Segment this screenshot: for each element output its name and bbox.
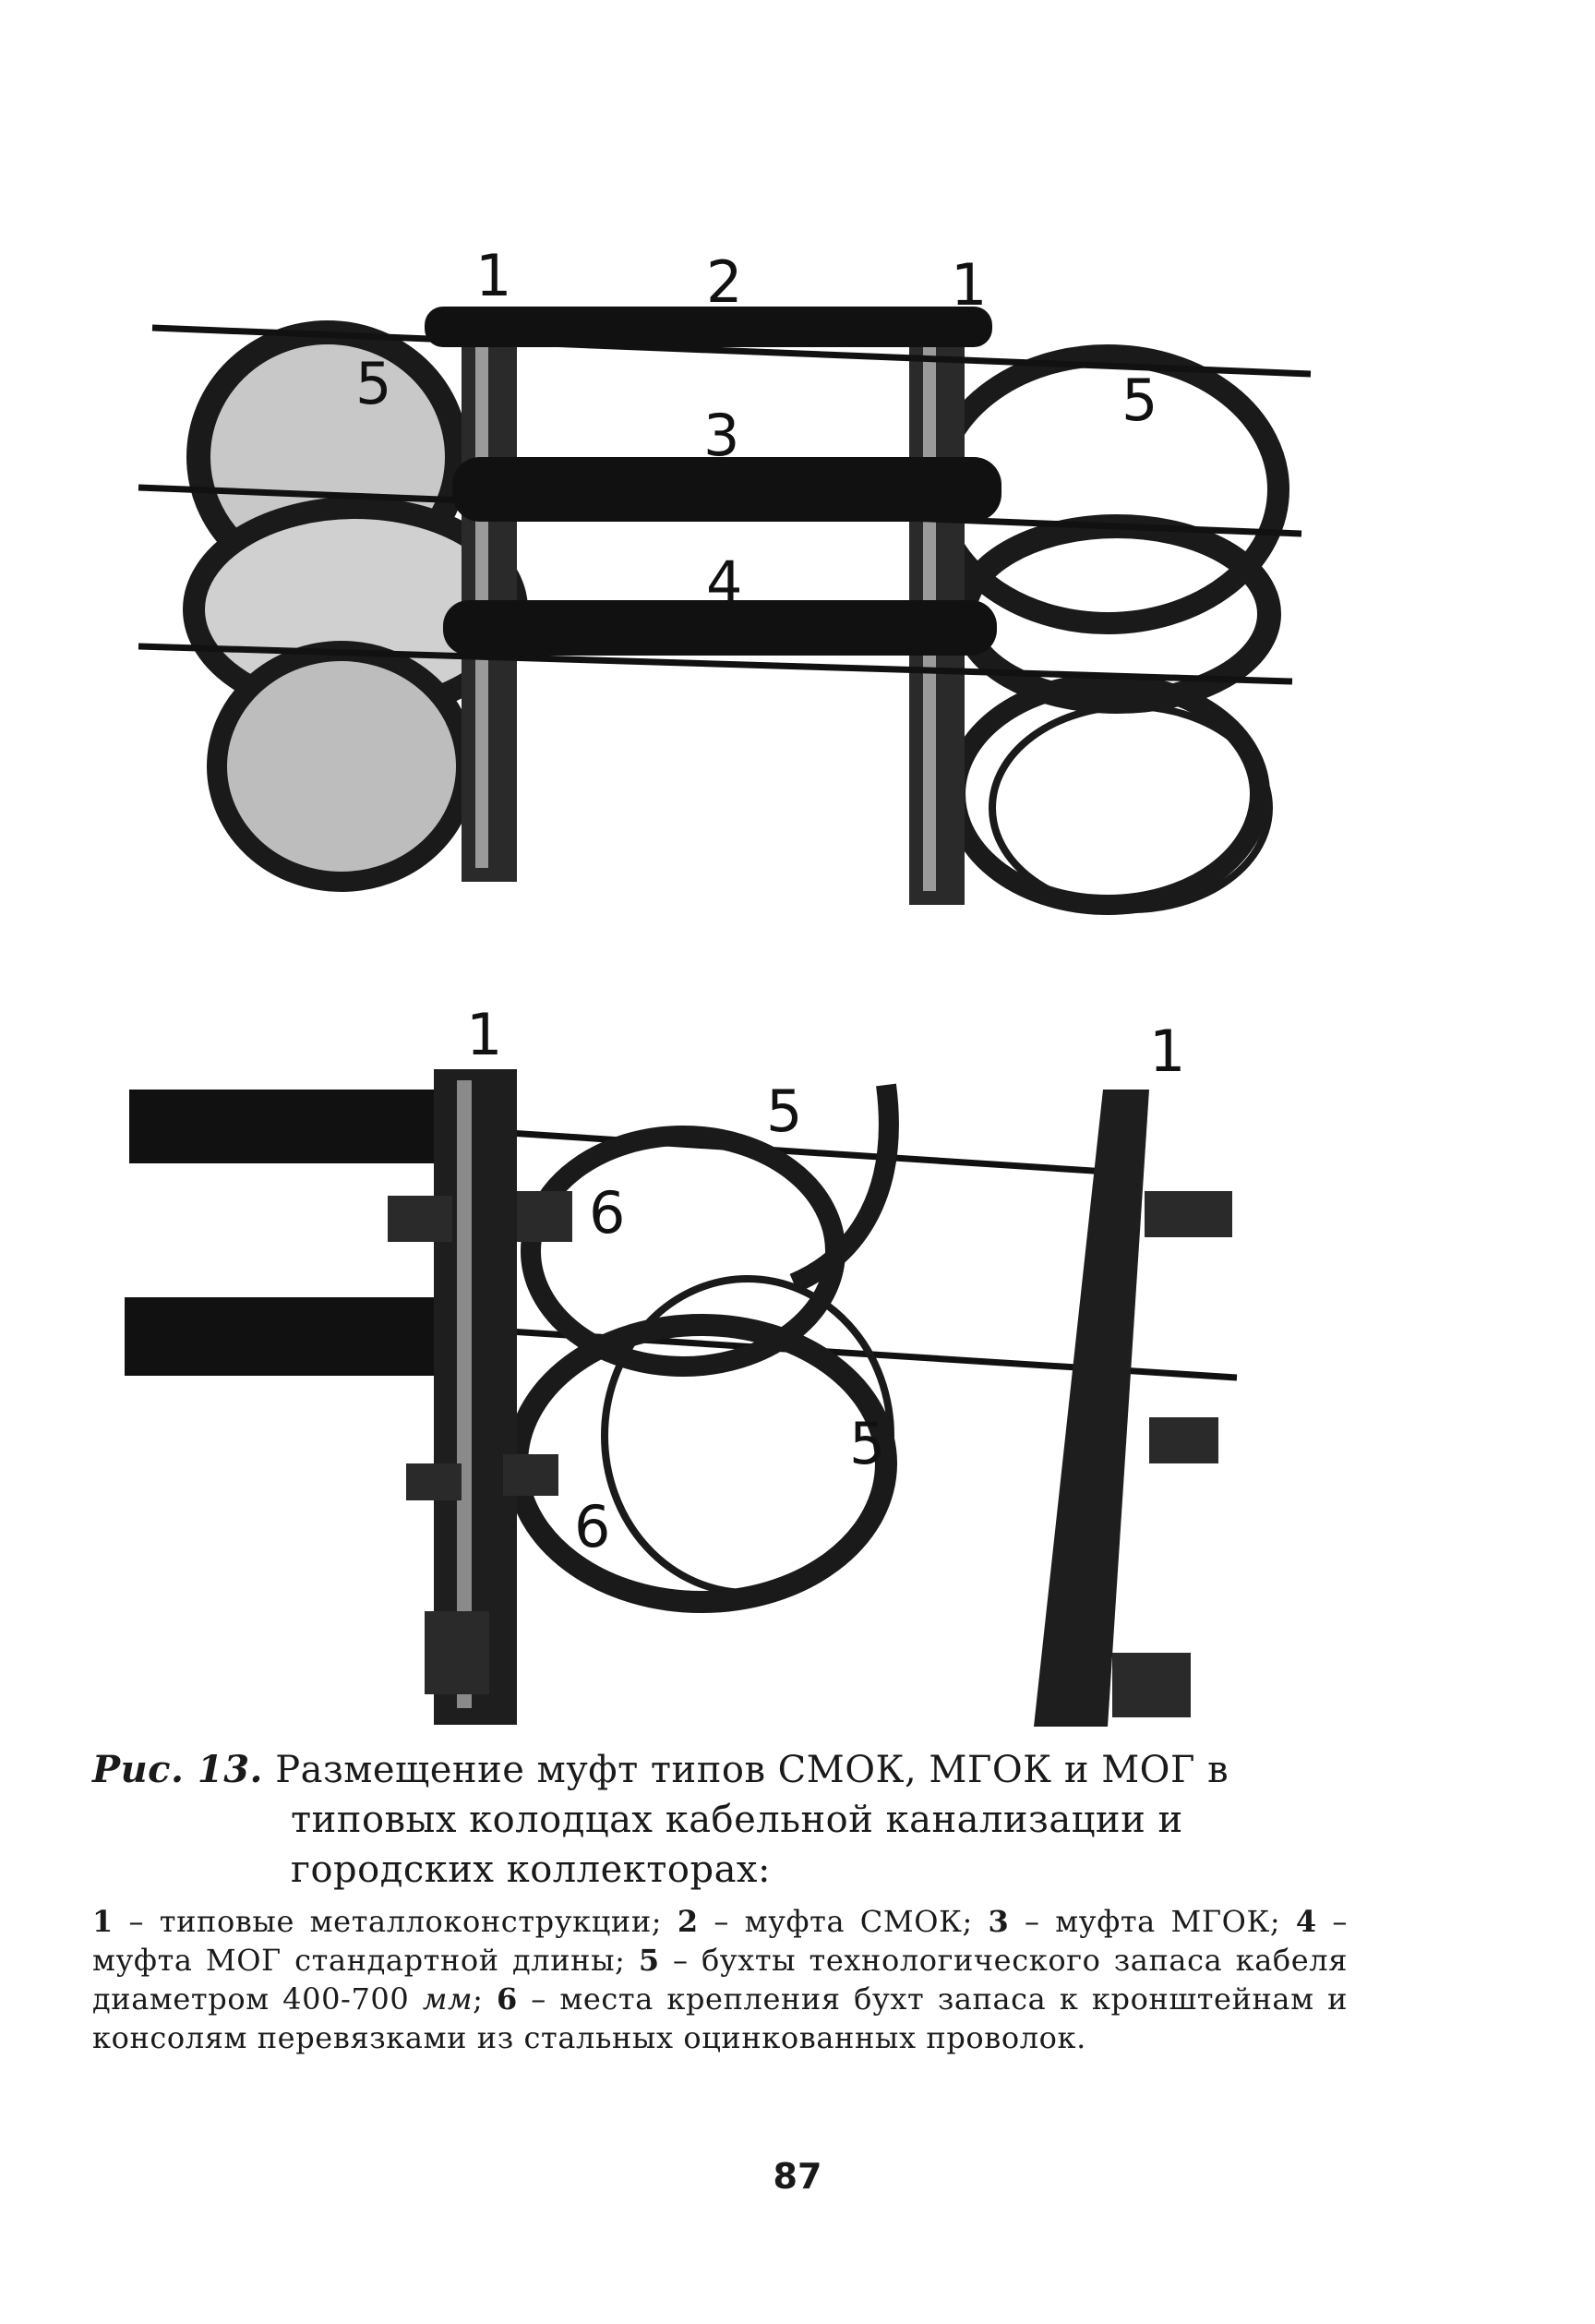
label-mgok: 3 (703, 402, 740, 469)
metal-structures-bottom (388, 1069, 1232, 1727)
legend-num-5: 5 (638, 1943, 660, 1978)
figure-top-photo (0, 0, 1595, 951)
legend-num-3: 3 (988, 1904, 1010, 1939)
legend-text-1: – типовые металлоконструкции; (113, 1904, 678, 1939)
figure-bottom-photo (0, 951, 1595, 1754)
legend-num-4: 4 (1295, 1904, 1317, 1939)
caption-legend: 1 – типовые металлоконструкции; 2 – муфта СМОК; 3 – муфта МГОК; 4 – муфта МОГ стандартной длины; 5 – бухты технологического запаса кабеля диаметром 400-700 мм; 6 – места крепления бухт запаса к кронштейнам и консолям перевязками из стальных оцинкованных проволок. (92, 1904, 1349, 2055)
label-mog: 4 (706, 548, 743, 616)
page-number: 87 (773, 2156, 822, 2197)
caption-title-text: Размещение муфт типов СМОК, МГОК и МОГ в типовых колодцах кабельной канализации и городских коллекторах: (275, 1749, 1229, 1891)
legend-text-6: – места крепления бухт запаса к кронштейнам и консолям перевязками из стальных оцинкованных проволок. (92, 1981, 1348, 2055)
figure-number: Рис. 13. (92, 1748, 263, 1791)
legend-num-2: 2 (677, 1904, 699, 1939)
label-coil-right: 5 (1121, 367, 1158, 434)
caption-title (92, 1745, 1348, 1895)
label-hw-right-bottom: 1 (1149, 1018, 1186, 1085)
label-coil-top: 5 (766, 1078, 803, 1145)
legend-unit: мм (422, 1981, 474, 2017)
label-hw-left: 1 (475, 242, 512, 309)
label-hw-left-bottom: 1 (466, 1001, 503, 1068)
legend-text-2: – муфта СМОК; (698, 1904, 989, 1939)
label-hw-right: 1 (951, 251, 988, 319)
legend-text-5: – бухты технологического запаса кабеля диаметром 400-700 (92, 1943, 1348, 2017)
legend-num-1: 1 (92, 1904, 114, 1939)
label-coil-bottom: 5 (849, 1410, 886, 1477)
label-coil-left: 5 (355, 350, 392, 417)
legend-text-3: – муфта МГОК; (1009, 1904, 1296, 1939)
legend-num-6: 6 (496, 1981, 518, 2017)
label-tie-top: 6 (589, 1179, 626, 1246)
label-tie-bottom: 6 (574, 1493, 611, 1560)
figure-caption (92, 1745, 1348, 2057)
legend-text-4: – муфта МОГ стандартной длины; (92, 1904, 1349, 1978)
label-smok: 2 (706, 248, 743, 316)
